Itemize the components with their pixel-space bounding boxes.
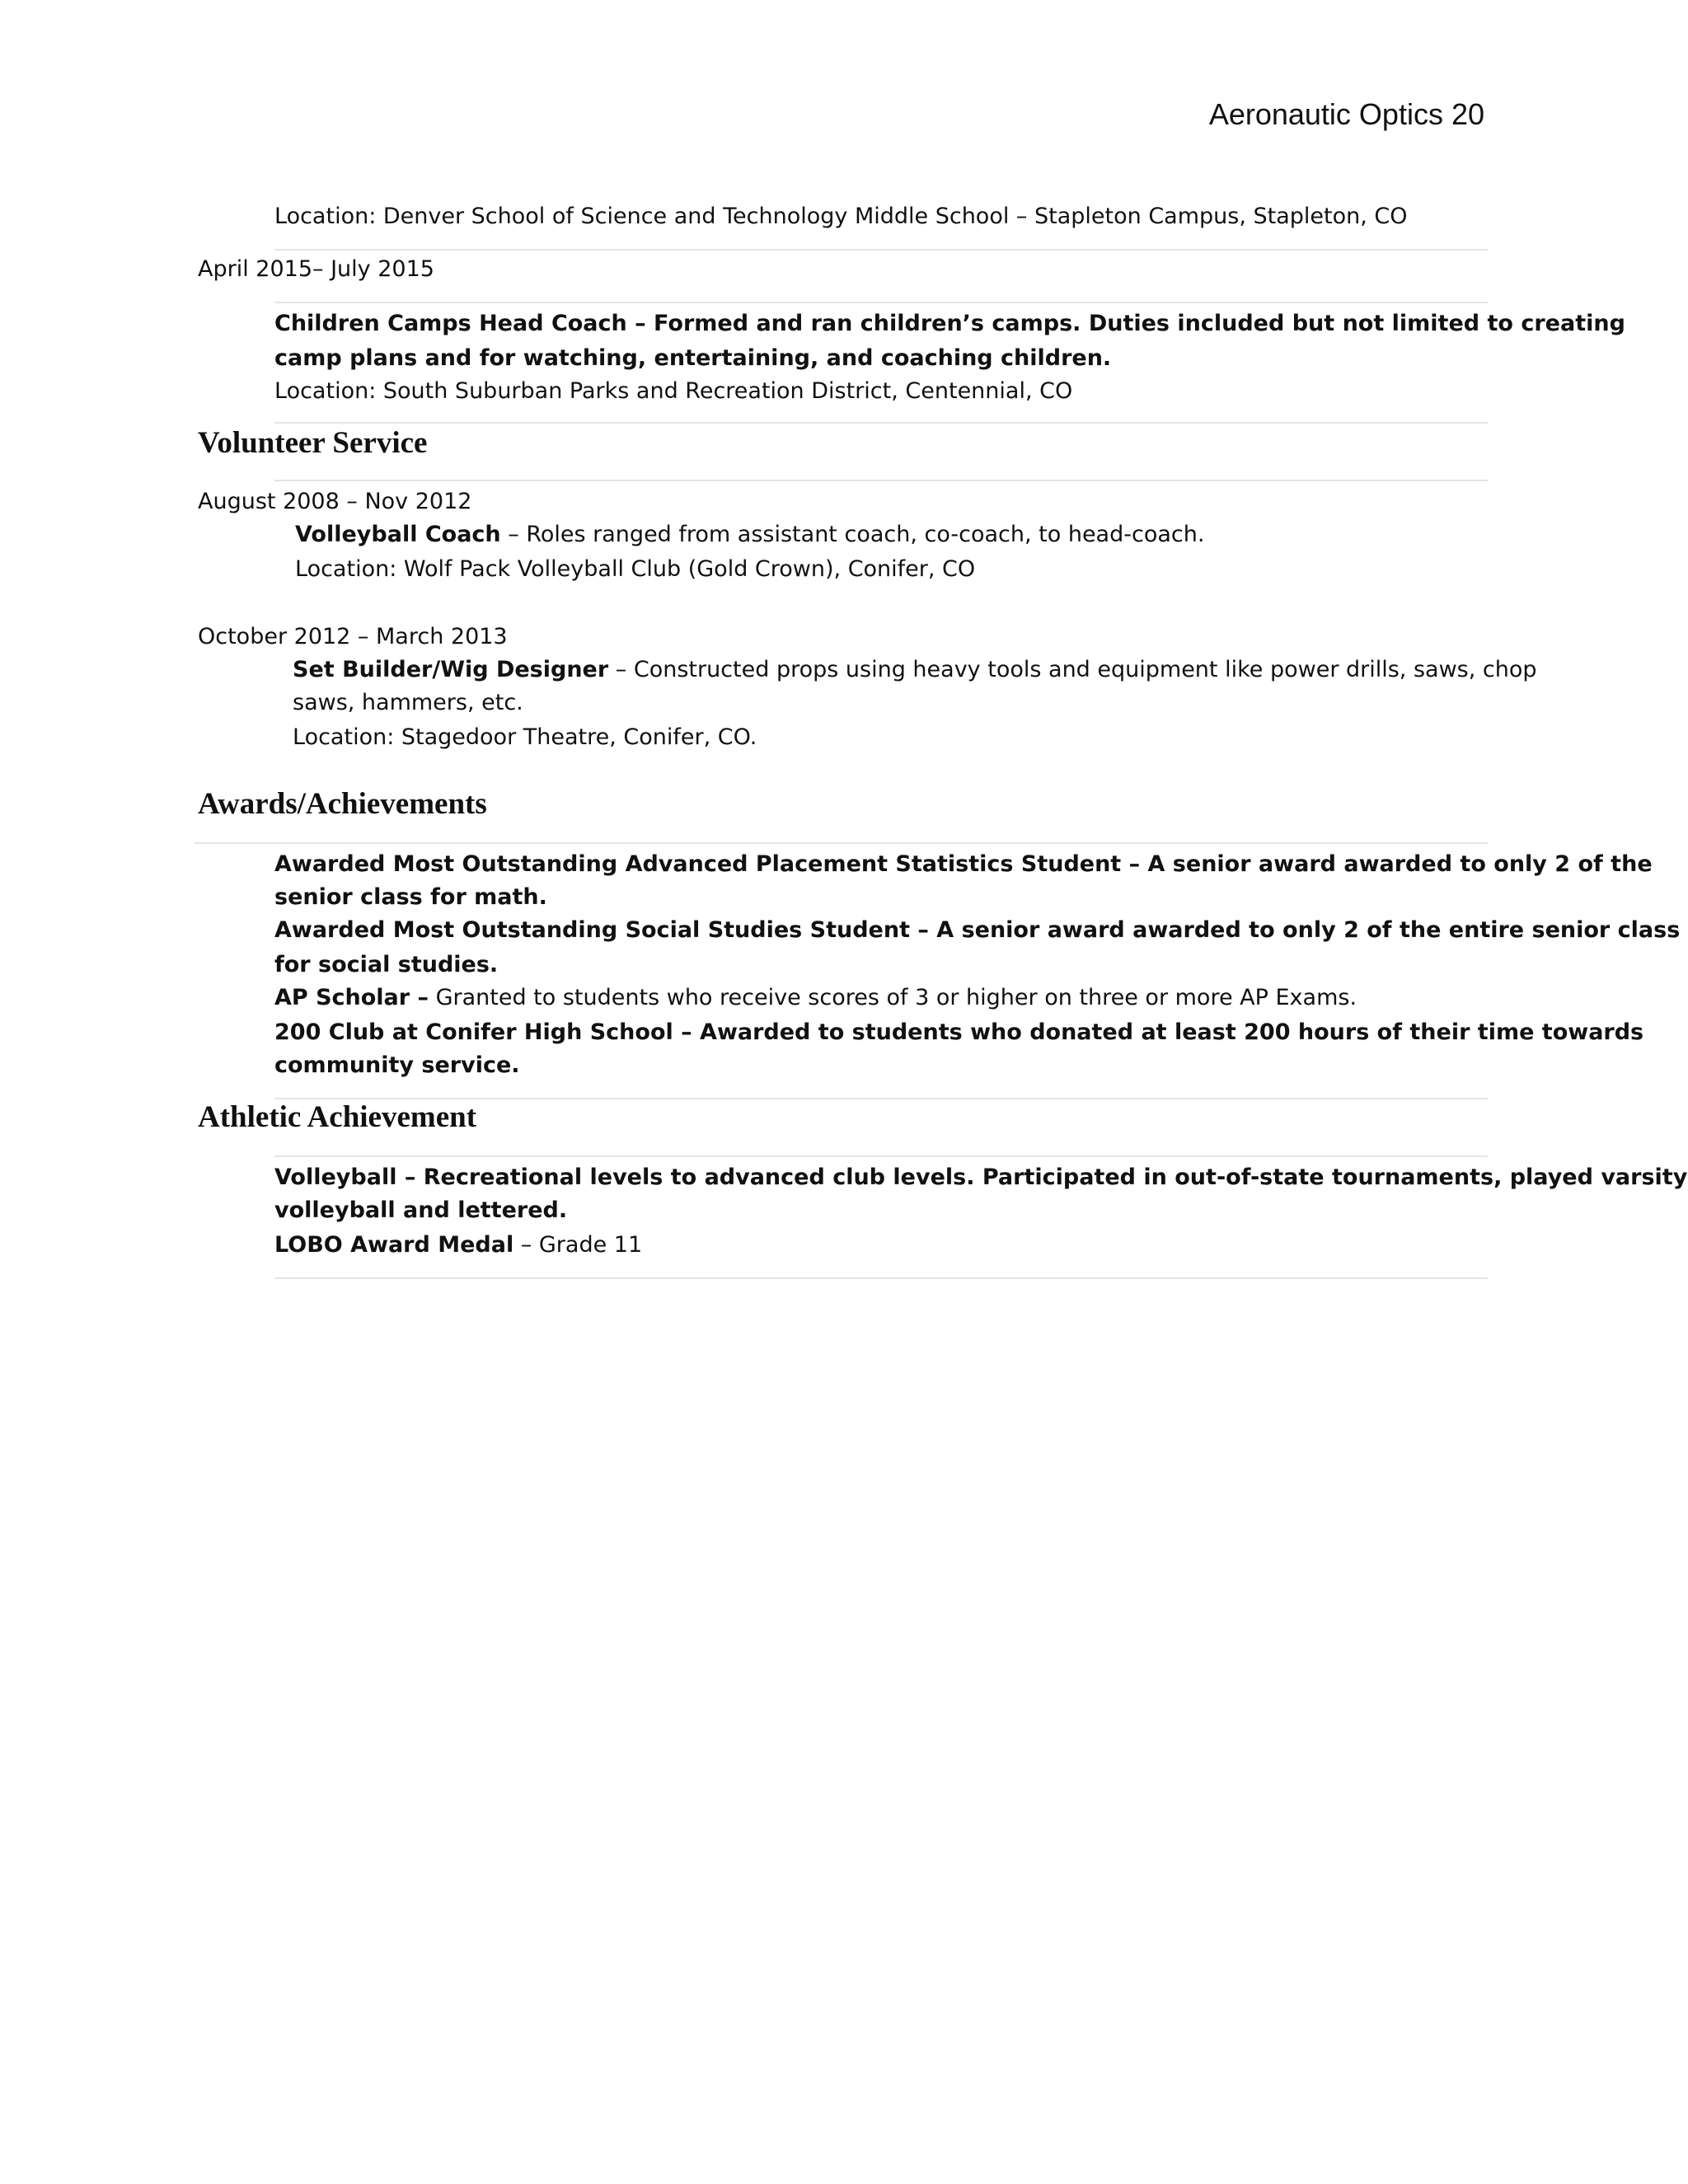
- ap-scholar-desc: Granted to students who receive scores of 3 or higher on three or more AP Exams.: [429, 985, 1357, 1010]
- award-200-club-line2: community service.: [274, 1052, 520, 1078]
- camps-title: Children Camps Head Coach – Formed and ran children’s camps. Duties included but not limited to creating: [274, 311, 1625, 336]
- volleyball-coach-desc: – Roles ranged from assistant coach, co-coach, to head-coach.: [500, 522, 1205, 547]
- lobo-award-entry: [274, 1228, 642, 1262]
- set-builder-title: Set Builder/Wig Designer: [293, 657, 609, 682]
- divider: [274, 1155, 1488, 1157]
- divider: [274, 302, 1488, 303]
- volleyball-coach-title: Volleyball Coach: [295, 522, 501, 547]
- running-head: Aeronautic Optics 20: [1208, 97, 1484, 131]
- award-200-club-line1: 200 Club at Conifer High School – Awarded to students who donated at least 200 hours of their time towards: [274, 1019, 1644, 1045]
- set-builder-entry: [293, 653, 1537, 687]
- athletic-volleyball-line1: Volleyball – Recreational levels to advanced club levels. Participated in out-of-state tournaments, played varsity: [274, 1165, 1688, 1190]
- dsst-location: Location: Denver School of Science and Technology Middle School – Stapleton Campus, Stapleton, CO: [274, 204, 1408, 229]
- set-builder-desc: – Constructed props using heavy tools and equipment like power drills, saws, chop: [608, 657, 1537, 682]
- award-social-studies-line2: for social studies.: [274, 952, 499, 977]
- award-statistics-line1: Awarded Most Outstanding Advanced Placement Statistics Student – A senior award awarded to only 2 of the: [274, 851, 1653, 877]
- volunteer-heading: Volunteer Service: [198, 426, 428, 460]
- set-builder-line2: saws, hammers, etc.: [293, 690, 523, 715]
- award-statistics-line2: senior class for math.: [274, 884, 547, 910]
- athletic-heading: Athletic Achievement: [198, 1100, 477, 1134]
- divider: [195, 842, 1488, 844]
- award-ap-scholar: [274, 981, 1357, 1015]
- lobo-award-title: LOBO Award Medal: [274, 1232, 514, 1258]
- divider: [274, 1277, 1488, 1279]
- award-social-studies-line1: Awarded Most Outstanding Social Studies Student – A senior award awarded to only 2 of the entire senior class: [274, 917, 1681, 943]
- awards-heading: Awards/Achievements: [198, 787, 487, 821]
- volleyball-coach-location: Location: Wolf Pack Volleyball Club (Gold Crown), Conifer, CO: [295, 556, 976, 582]
- divider: [274, 249, 1488, 251]
- ap-scholar-title: AP Scholar –: [274, 985, 429, 1010]
- camps-line2: camp plans and for watching, entertaining, and coaching children.: [274, 345, 1112, 371]
- volleyball-coach-entry: [295, 518, 1204, 551]
- set-builder-dates: October 2012 – March 2013: [198, 624, 508, 649]
- divider: [274, 480, 1488, 481]
- athletic-volleyball-line2: volleyball and lettered.: [274, 1197, 568, 1223]
- camps-location: Location: South Suburban Parks and Recreation District, Centennial, CO: [274, 378, 1073, 404]
- divider: [274, 422, 1488, 424]
- set-builder-location: Location: Stagedoor Theatre, Conifer, CO.: [293, 724, 757, 750]
- camps-dates: April 2015– July 2015: [198, 256, 434, 282]
- lobo-award-desc: – Grade 11: [513, 1232, 643, 1258]
- volleyball-coach-dates: August 2008 – Nov 2012: [198, 489, 472, 514]
